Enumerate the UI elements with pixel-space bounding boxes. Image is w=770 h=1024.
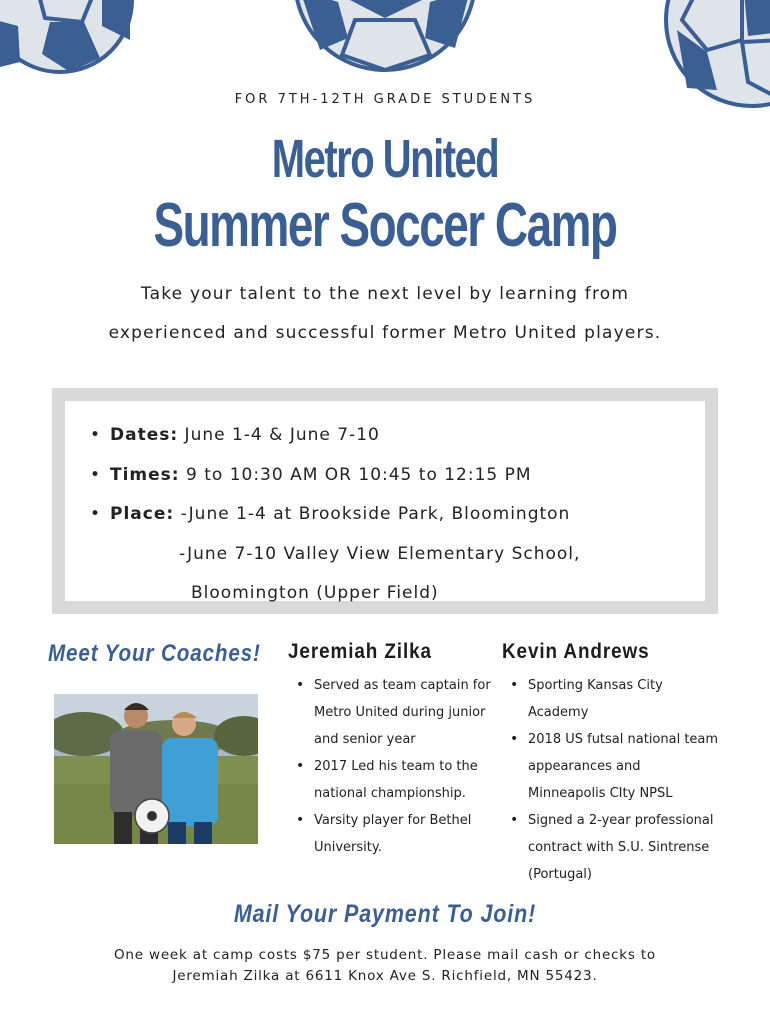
list-item-continued: Academy [528, 705, 589, 720]
list-item-continued: national championship. [314, 786, 466, 801]
coach1-list [290, 672, 500, 861]
times-label: Times: [110, 465, 180, 485]
list-item-continued: appearances and [528, 759, 641, 774]
list-item-continued: contract with S.U. Sintrense [528, 840, 710, 855]
list-item [290, 834, 500, 861]
page-title-line1: Metro United [271, 129, 499, 189]
bullet-icon: • [90, 465, 102, 485]
coach1-name: Jeremiah Zilka [288, 640, 432, 663]
eyebrow-text: FOR 7TH-12TH GRADE STUDENTS [234, 92, 536, 107]
list-item-continued: (Portugal) [528, 867, 592, 882]
page-title-line2: Summer Soccer Camp [153, 191, 617, 260]
list-item [290, 699, 500, 726]
list-item-continued: and senior year [314, 732, 416, 747]
list-item [504, 780, 744, 807]
bullet-icon: • [90, 425, 102, 445]
intro-line2: experienced and successful former Metro United players. [108, 323, 662, 343]
list-item: • Sporting Kansas City [504, 672, 744, 699]
details-box-inner [65, 401, 705, 601]
list-item [290, 780, 500, 807]
list-item: • Varsity player for Bethel [290, 807, 500, 834]
dates-value: June 1-4 & June 7-10 [178, 425, 380, 445]
list-item-continued: Metro United during junior [314, 705, 486, 720]
list-item-continued: Minneapolis CIty NPSL [528, 786, 673, 801]
payment-line1: One week at camp costs $75 per student. Please mail cash or checks to [114, 947, 656, 963]
place-value: -June 1-4 at Brookside Park, Bloomington [174, 504, 571, 524]
soccer-ball-icon [290, 0, 480, 80]
place-label: Place: [110, 504, 175, 524]
list-item: • 2018 US futsal national team [504, 726, 744, 753]
place-line2: -June 7-10 Valley View Elementary School, [179, 544, 581, 564]
list-item [504, 753, 744, 780]
list-item: • Served as team captain for [290, 672, 500, 699]
intro-line1: Take your talent to the next level by learning from [140, 284, 630, 304]
bullet-icon: • [90, 504, 102, 524]
payment-line2: Jeremiah Zilka at 6611 Knox Ave S. Richfield, MN 55423. [172, 968, 598, 984]
list-item: • 2017 Led his team to the [290, 753, 500, 780]
coaches-heading: Meet Your Coaches! [48, 640, 261, 667]
dates-line [90, 425, 380, 445]
coaches-photo [54, 694, 258, 844]
payment-heading: Mail Your Payment To Join! [233, 900, 537, 928]
list-item: • Signed a 2-year professional [504, 807, 744, 834]
list-item [504, 699, 744, 726]
dates-label: Dates: [110, 425, 179, 445]
place-line3: Bloomington (Upper Field) [191, 583, 439, 603]
list-item-continued: University. [314, 840, 382, 855]
list-item [290, 726, 500, 753]
times-value: 9 to 10:30 AM OR 10:45 to 12:15 PM [179, 465, 532, 485]
list-item [504, 861, 744, 888]
list-item [504, 834, 744, 861]
times-line [90, 465, 532, 485]
details-box [52, 388, 718, 614]
place-line [90, 504, 571, 524]
coach2-list [504, 672, 744, 888]
coach2-name: Kevin Andrews [502, 640, 650, 663]
